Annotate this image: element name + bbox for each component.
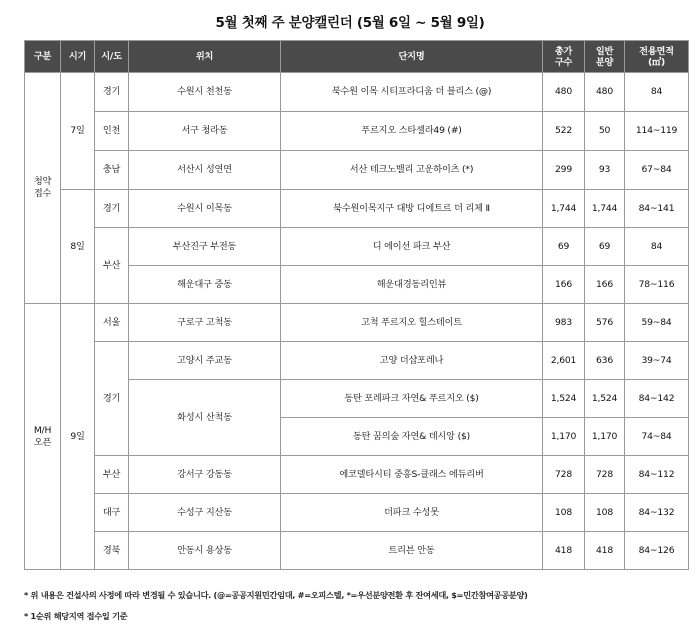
total-units-cell: 1,744 [543, 190, 585, 228]
complex-cell: 푸르지오 스타셀라49 (#) [281, 112, 543, 151]
general-units-cell: 1,524 [585, 380, 625, 418]
header-region: 시/도 [95, 41, 129, 73]
complex-cell: 해운대경동리인뷰 [281, 266, 543, 304]
general-units-cell: 1,744 [585, 190, 625, 228]
date-cell: 7일 [61, 73, 95, 190]
complex-cell: 고척 푸르지오 힐스테이트 [281, 304, 543, 342]
general-units-cell: 1,170 [585, 418, 625, 456]
footnote-first-priority: * 1순위 해당지역 접수일 기준 [24, 611, 128, 621]
complex-cell: 동탄 꿈의숲 자연& 데시앙 ($) [281, 418, 543, 456]
table-row [25, 112, 689, 151]
region-cell: 서울 [95, 304, 129, 342]
table-header-row [25, 41, 689, 73]
general-units-cell: 69 [585, 228, 625, 266]
complex-cell: 에코델타시티 중흥S-클래스 에듀리버 [281, 456, 543, 494]
total-units-cell: 418 [543, 532, 585, 570]
total-units-cell: 69 [543, 228, 585, 266]
table-row [25, 456, 689, 494]
region-cell: 대구 [95, 494, 129, 532]
date-cell: 9일 [61, 304, 95, 570]
area-cell: 78~116 [625, 266, 689, 304]
region-cell: 충남 [95, 151, 129, 190]
header-total-line2: 구수 [554, 56, 573, 68]
table-row [25, 228, 689, 266]
area-cell: 84~141 [625, 190, 689, 228]
complex-cell: 서산 테크노밸리 고운하이츠 (*) [281, 151, 543, 190]
header-area-line2: (㎡) [648, 56, 665, 68]
general-units-cell: 93 [585, 151, 625, 190]
location-cell: 고양시 주교동 [129, 342, 281, 380]
location-cell: 안동시 용상동 [129, 532, 281, 570]
total-units-cell: 480 [543, 73, 585, 112]
general-units-cell: 728 [585, 456, 625, 494]
area-cell: 74~84 [625, 418, 689, 456]
group-mh-open [25, 304, 61, 570]
general-units-cell: 108 [585, 494, 625, 532]
complex-cell: 북수원이목지구 대방 디에트르 더 리체 Ⅱ [281, 190, 543, 228]
region-cell: 경기 [95, 342, 129, 456]
area-cell: 84~132 [625, 494, 689, 532]
group-mh-line1: M/H [33, 424, 52, 436]
general-units-cell: 418 [585, 532, 625, 570]
area-cell: 67~84 [625, 151, 689, 190]
location-cell: 수원시 이목동 [129, 190, 281, 228]
general-units-cell: 636 [585, 342, 625, 380]
table-row [25, 304, 689, 342]
header-general-line2: 분양 [595, 56, 614, 68]
table-row [25, 494, 689, 532]
group-mh-line2: 오픈 [33, 436, 52, 448]
total-units-cell: 1,524 [543, 380, 585, 418]
header-date: 시기 [61, 41, 95, 73]
location-cell: 화성시 산척동 [129, 380, 281, 456]
group-subscription-line1: 청약 [33, 176, 52, 187]
location-cell: 부산진구 부전동 [129, 228, 281, 266]
area-cell: 84~142 [625, 380, 689, 418]
region-cell: 경북 [95, 532, 129, 570]
region-cell: 부산 [95, 456, 129, 494]
header-area-line1: 전용면적 [639, 45, 674, 57]
location-cell: 서산시 성연면 [129, 151, 281, 190]
area-cell: 39~74 [625, 342, 689, 380]
complex-cell: 더파크 수성못 [281, 494, 543, 532]
location-cell: 해운대구 중동 [129, 266, 281, 304]
table-row [25, 73, 689, 112]
group-subscription-line2: 접수 [33, 188, 52, 199]
complex-cell: 디 에이선 파크 부산 [281, 228, 543, 266]
area-cell: 114~119 [625, 112, 689, 151]
total-units-cell: 728 [543, 456, 585, 494]
total-units-cell: 2,601 [543, 342, 585, 380]
location-cell: 강서구 강동동 [129, 456, 281, 494]
header-general-units [585, 41, 625, 73]
calendar-table [24, 40, 689, 570]
complex-cell: 트리븐 안동 [281, 532, 543, 570]
footnote-changes: * 위 내용은 건설사의 사정에 따라 변경될 수 있습니다. (@=공공지원민간임대, #=오피스텔, *=우선분양전환 후 잔여세대, $=민간참여공공분양) [24, 590, 528, 600]
complex-cell: 고양 더샵포레나 [281, 342, 543, 380]
header-general-line1: 일반 [595, 45, 614, 57]
total-units-cell: 108 [543, 494, 585, 532]
region-cell: 경기 [95, 190, 129, 228]
table-row [25, 532, 689, 570]
header-category: 구분 [25, 41, 61, 73]
table-row [25, 342, 689, 380]
header-location: 위치 [129, 41, 281, 73]
total-units-cell: 299 [543, 151, 585, 190]
complex-cell: 북수원 이목 시티프라디움 더 블리스 (@) [281, 73, 543, 112]
location-cell: 수성구 지산동 [129, 494, 281, 532]
header-area [625, 41, 689, 73]
table-row [25, 151, 689, 190]
region-cell: 경기 [95, 73, 129, 112]
region-cell: 부산 [95, 228, 129, 304]
header-complex: 단지명 [281, 41, 543, 73]
area-cell: 84 [625, 228, 689, 266]
total-units-cell: 522 [543, 112, 585, 151]
area-cell: 84~112 [625, 456, 689, 494]
date-cell: 8일 [61, 190, 95, 304]
general-units-cell: 480 [585, 73, 625, 112]
location-cell: 서구 청라동 [129, 112, 281, 151]
complex-cell: 동탄 포레파크 자연& 푸르지오 ($) [281, 380, 543, 418]
header-total-line1: 총가 [554, 45, 573, 57]
general-units-cell: 50 [585, 112, 625, 151]
general-units-cell: 576 [585, 304, 625, 342]
table-row [25, 190, 689, 228]
total-units-cell: 1,170 [543, 418, 585, 456]
location-cell: 수원시 천천동 [129, 73, 281, 112]
area-cell: 84~126 [625, 532, 689, 570]
total-units-cell: 983 [543, 304, 585, 342]
total-units-cell: 166 [543, 266, 585, 304]
header-total-units [543, 41, 585, 73]
area-cell: 84 [625, 73, 689, 112]
general-units-cell: 166 [585, 266, 625, 304]
region-cell: 인천 [95, 112, 129, 151]
area-cell: 59~84 [625, 304, 689, 342]
location-cell: 구로구 고척동 [129, 304, 281, 342]
group-subscription [25, 73, 61, 304]
page-title: 5월 첫째 주 분양캘린더 (5월 6일 ~ 5월 9일) [215, 15, 485, 31]
